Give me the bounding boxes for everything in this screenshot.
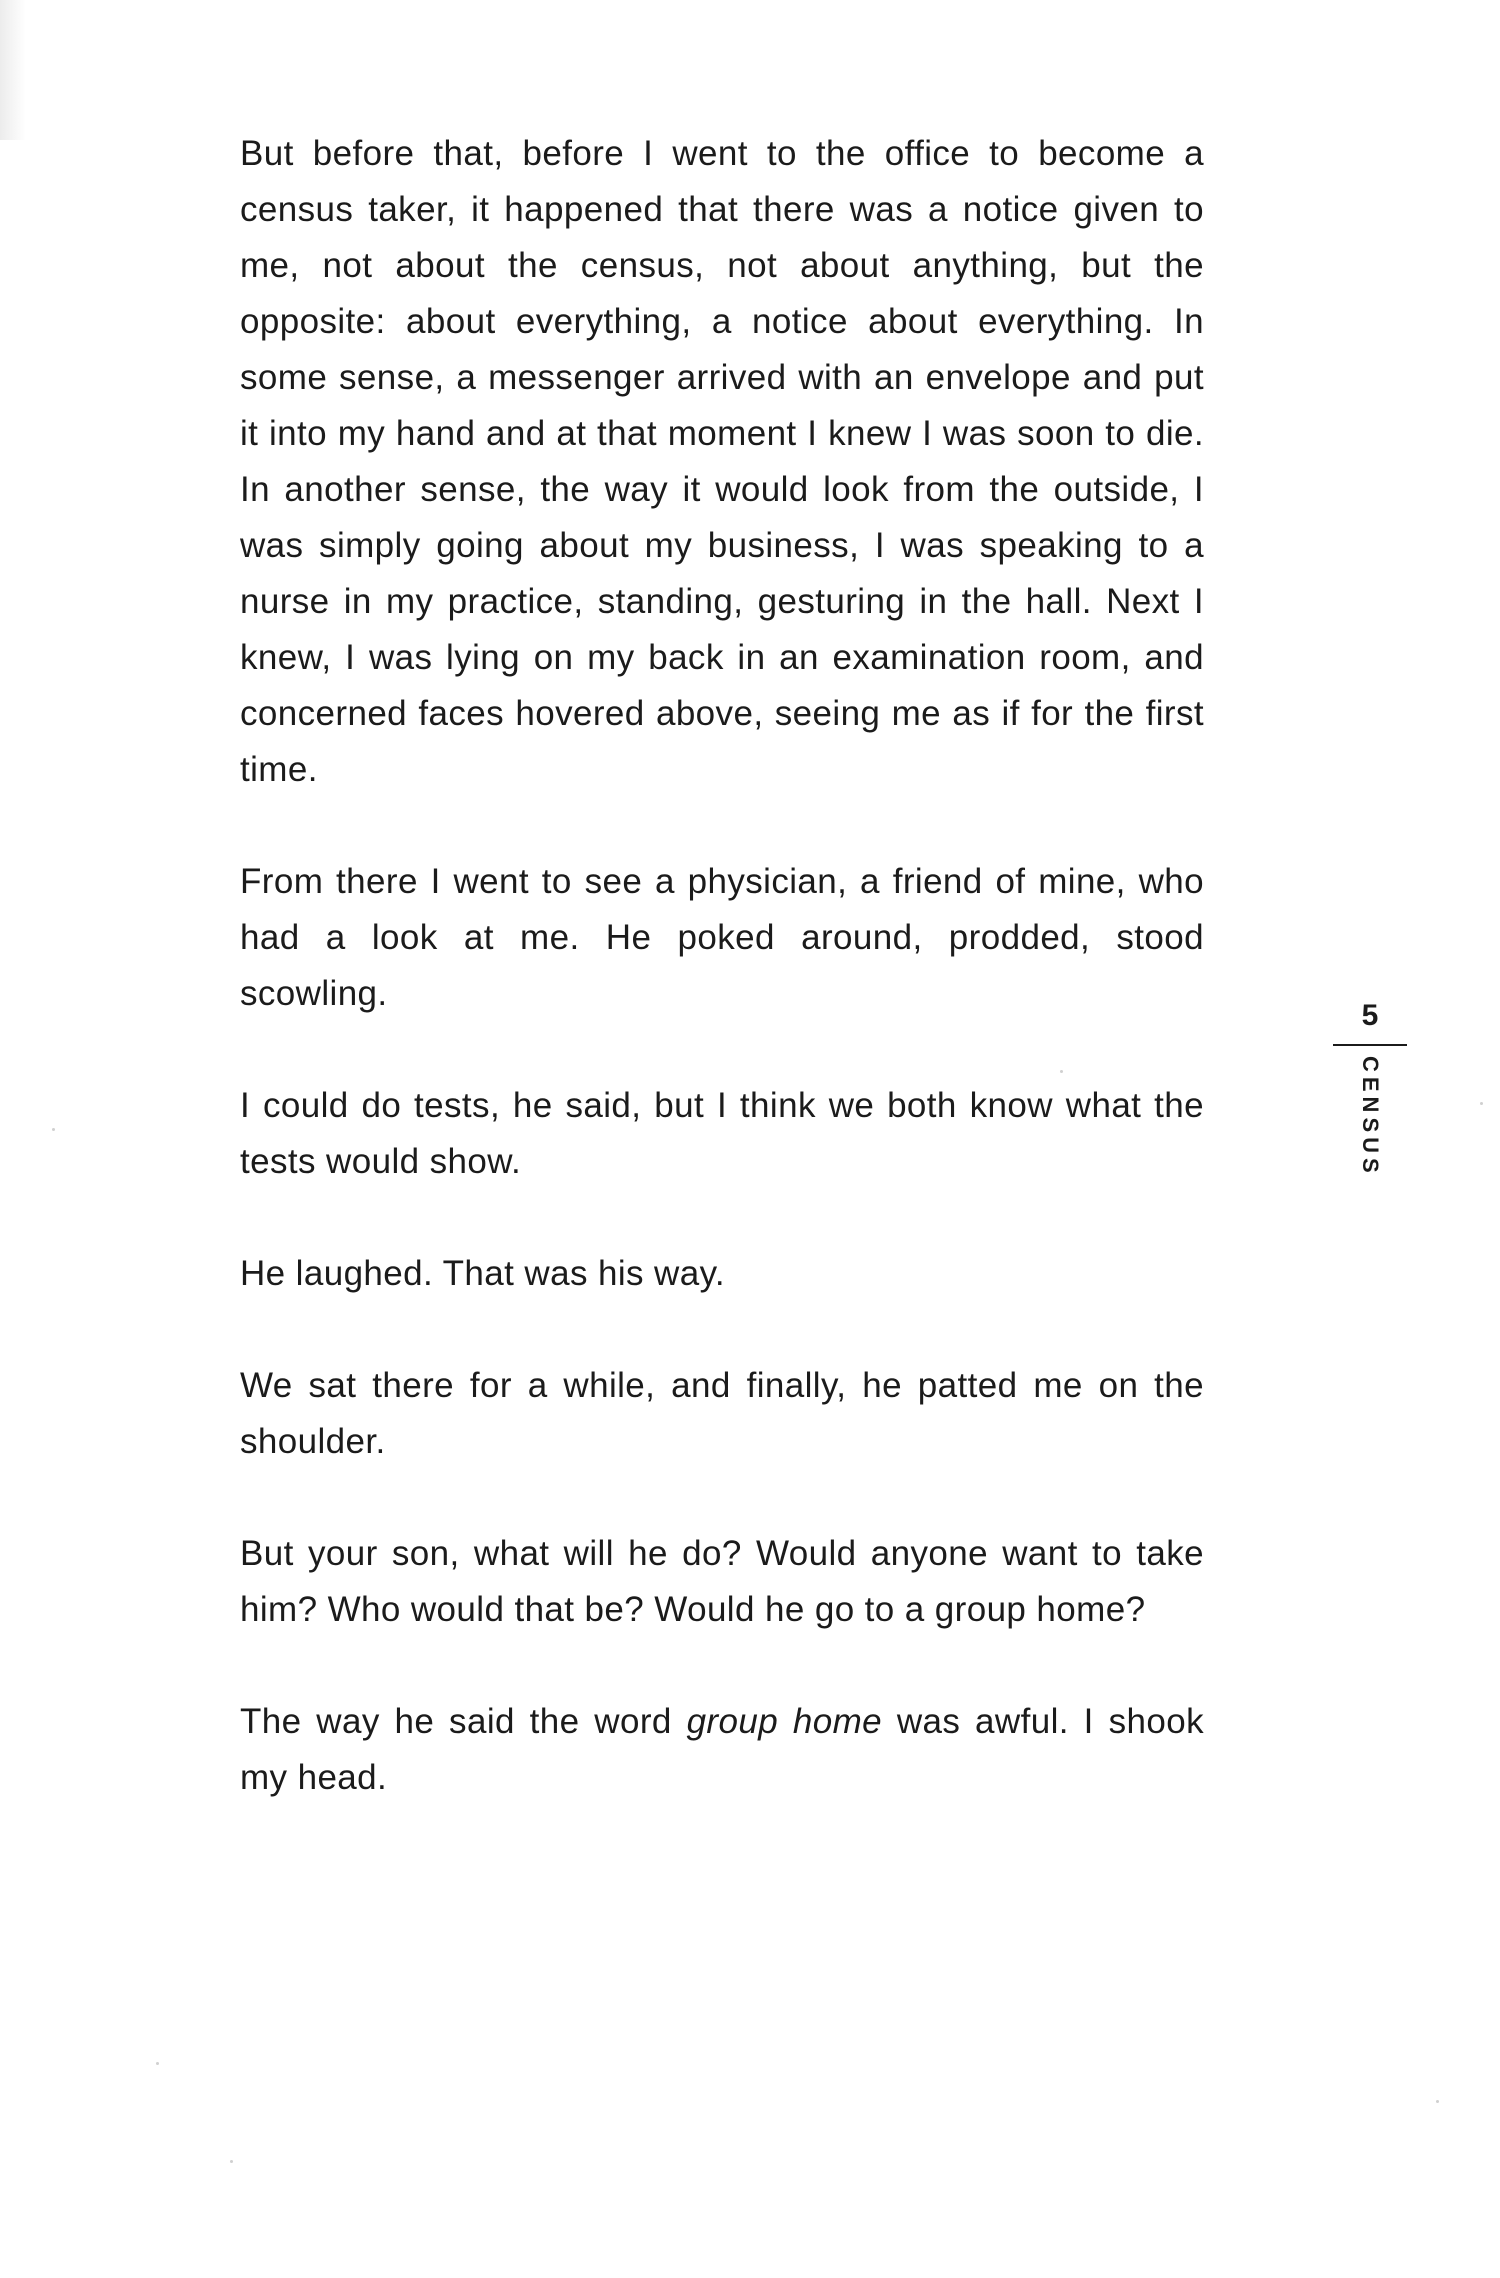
paragraph-7-end: was awful. I shook my head. xyxy=(240,1702,1204,1797)
paper-speck xyxy=(1060,1070,1063,1073)
page-number: 5 xyxy=(1361,999,1379,1032)
paper-speck xyxy=(52,1128,55,1131)
paper-speck xyxy=(156,2062,159,2065)
folio xyxy=(1330,996,1410,1178)
page-edge-shadow xyxy=(0,0,26,140)
paragraph-7-start: The way he said the word xyxy=(240,1702,687,1741)
paragraph-3: I could do tests, he said, but I think we both know what the tests would show. xyxy=(240,1086,1204,1181)
paragraph-7-italic: group home xyxy=(686,1702,883,1741)
body-text xyxy=(240,126,1204,1862)
paper-speck xyxy=(1436,2100,1439,2103)
paper-speck xyxy=(1480,1102,1483,1105)
folio-divider xyxy=(1333,1044,1407,1046)
paragraph-1: But before that, before I went to the office to become a census taker, it happened that there was a notice given to me, not about the census, not about anything, but the opposite: about everything, a notice about everything. In some sense, a messenger arrived with an envelope and put it into my hand and at that moment I knew I was soon to die. In another sense, the way it would look from the outside, I was simply going about my business, I was speaking to a nurse in my practice, standing, gesturing in the hall. Next I knew, I was lying on my back in an examination room, and concerned faces hovered above, seeing me as if for the first time. xyxy=(240,134,1204,789)
running-head: CENSUS xyxy=(1358,1056,1383,1178)
paragraph-7 xyxy=(240,1694,1204,1806)
paragraph-6: But your son, what will he do? Would anyone want to take him? Who would that be? Would he go to a group home? xyxy=(240,1534,1204,1629)
paper-speck xyxy=(230,2160,233,2163)
paragraph-5: We sat there for a while, and finally, he patted me on the shoulder. xyxy=(240,1366,1204,1461)
paragraph-2: From there I went to see a physician, a friend of mine, who had a look at me. He poked around, prodded, stood scowling. xyxy=(240,862,1204,1013)
paragraph-4: He laughed. That was his way. xyxy=(240,1254,726,1293)
